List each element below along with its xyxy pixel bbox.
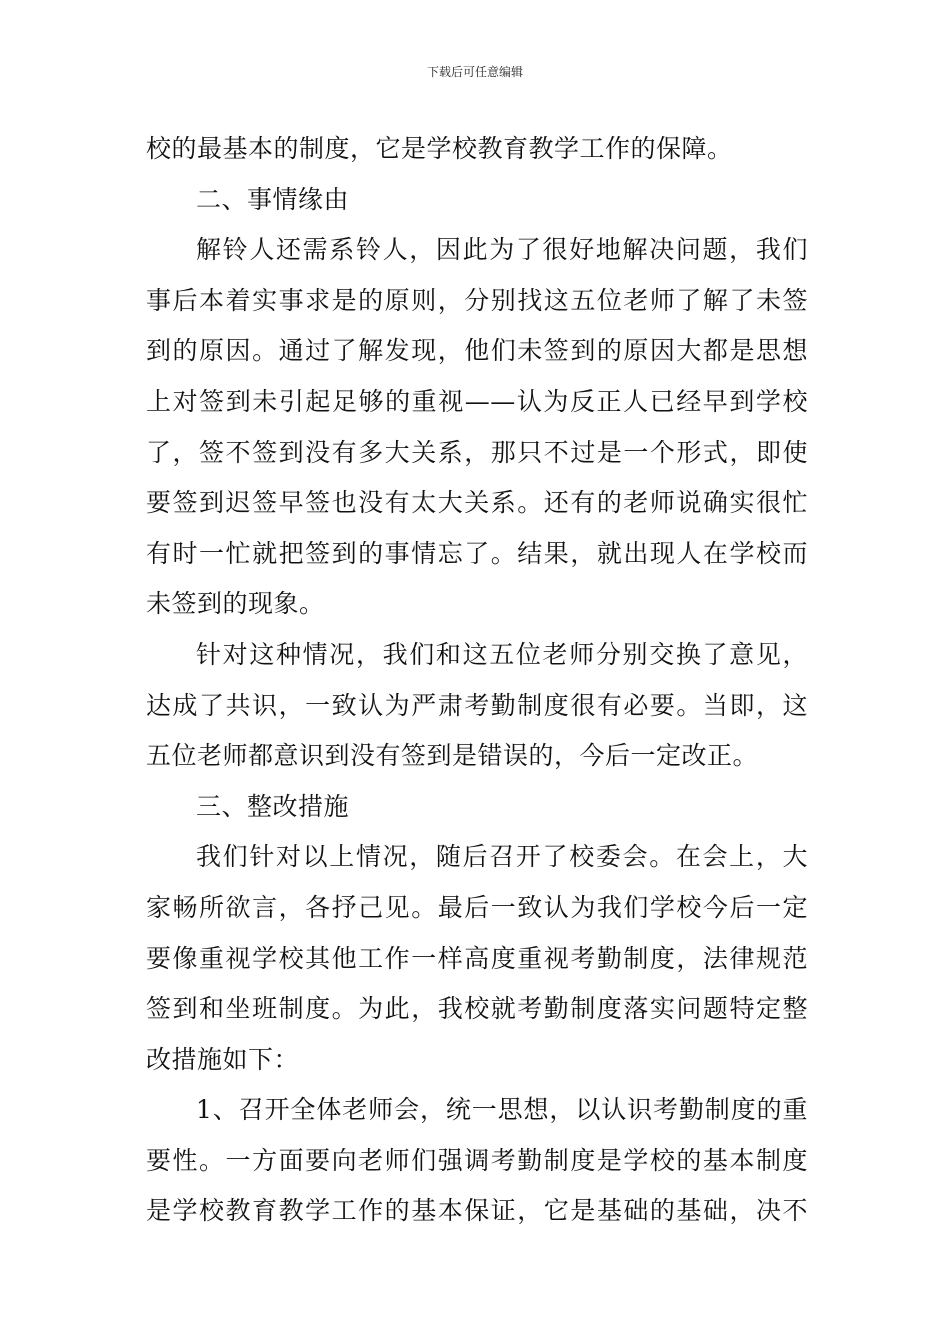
document-body — [146, 124, 808, 1237]
text-line: 事后本着实事求是的原则，分别找这五位老师了解了未签 — [146, 285, 808, 315]
text-line: 有时一忙就把签到的事情忘了。结果，就出现人在学校而 — [146, 538, 808, 568]
text-line: 针对这种情况，我们和这五位老师分别交换了意见， — [196, 639, 808, 669]
text-line: 要签到迟签早签也没有太大关系。还有的老师说确实很忙 — [146, 488, 808, 518]
page-header: 下载后可任意编辑 — [426, 65, 523, 79]
text-line: 解铃人还需系铃人，因此为了很好地解决问题，我们 — [196, 235, 808, 265]
text-line: 到的原因。通过了解发现，他们未签到的原因大都是思想 — [146, 336, 808, 366]
text-line: 改措施如下： — [146, 1044, 300, 1074]
text-line: 五位老师都意识到没有签到是错误的，今后一定改正。 — [146, 741, 759, 771]
list-item-text: 1、召开全体老师会，统一思想，以认识考勤制度的重 — [196, 1095, 808, 1125]
section-heading: 二、事情缘由 — [196, 184, 350, 214]
text-line: 达成了共识，一致认为严肃考勤制度很有必要。当即，这 — [146, 690, 808, 720]
text-line: 上对签到未引起足够的重视——认为反正人已经早到学校 — [146, 386, 808, 416]
text-line: 校的最基本的制度，它是学校教育教学工作的保障。 — [146, 134, 733, 163]
text-line: 未签到的现象。 — [146, 589, 325, 619]
text-line: 是学校教育教学工作的基本保证，它是基础的基础，决不 — [146, 1196, 808, 1226]
text-line: 要像重视学校其他工作一样高度重视考勤制度，法律规范 — [146, 943, 808, 973]
section-heading: 三、整改措施 — [196, 791, 350, 821]
text-line: 了，签不签到没有多大关系，那只不过是一个形式，即使 — [146, 437, 808, 467]
text-line: 要性。一方面要向老师们强调考勤制度是学校的基本制度 — [146, 1145, 808, 1175]
text-line: 我们针对以上情况，随后召开了校委会。在会上，大 — [196, 842, 808, 872]
text-line: 签到和坐班制度。为此，我校就考勤制度落实问题特定整 — [146, 994, 808, 1024]
text-line: 家畅所欲言，各抒己见。最后一致认为我们学校今后一定 — [146, 892, 808, 922]
